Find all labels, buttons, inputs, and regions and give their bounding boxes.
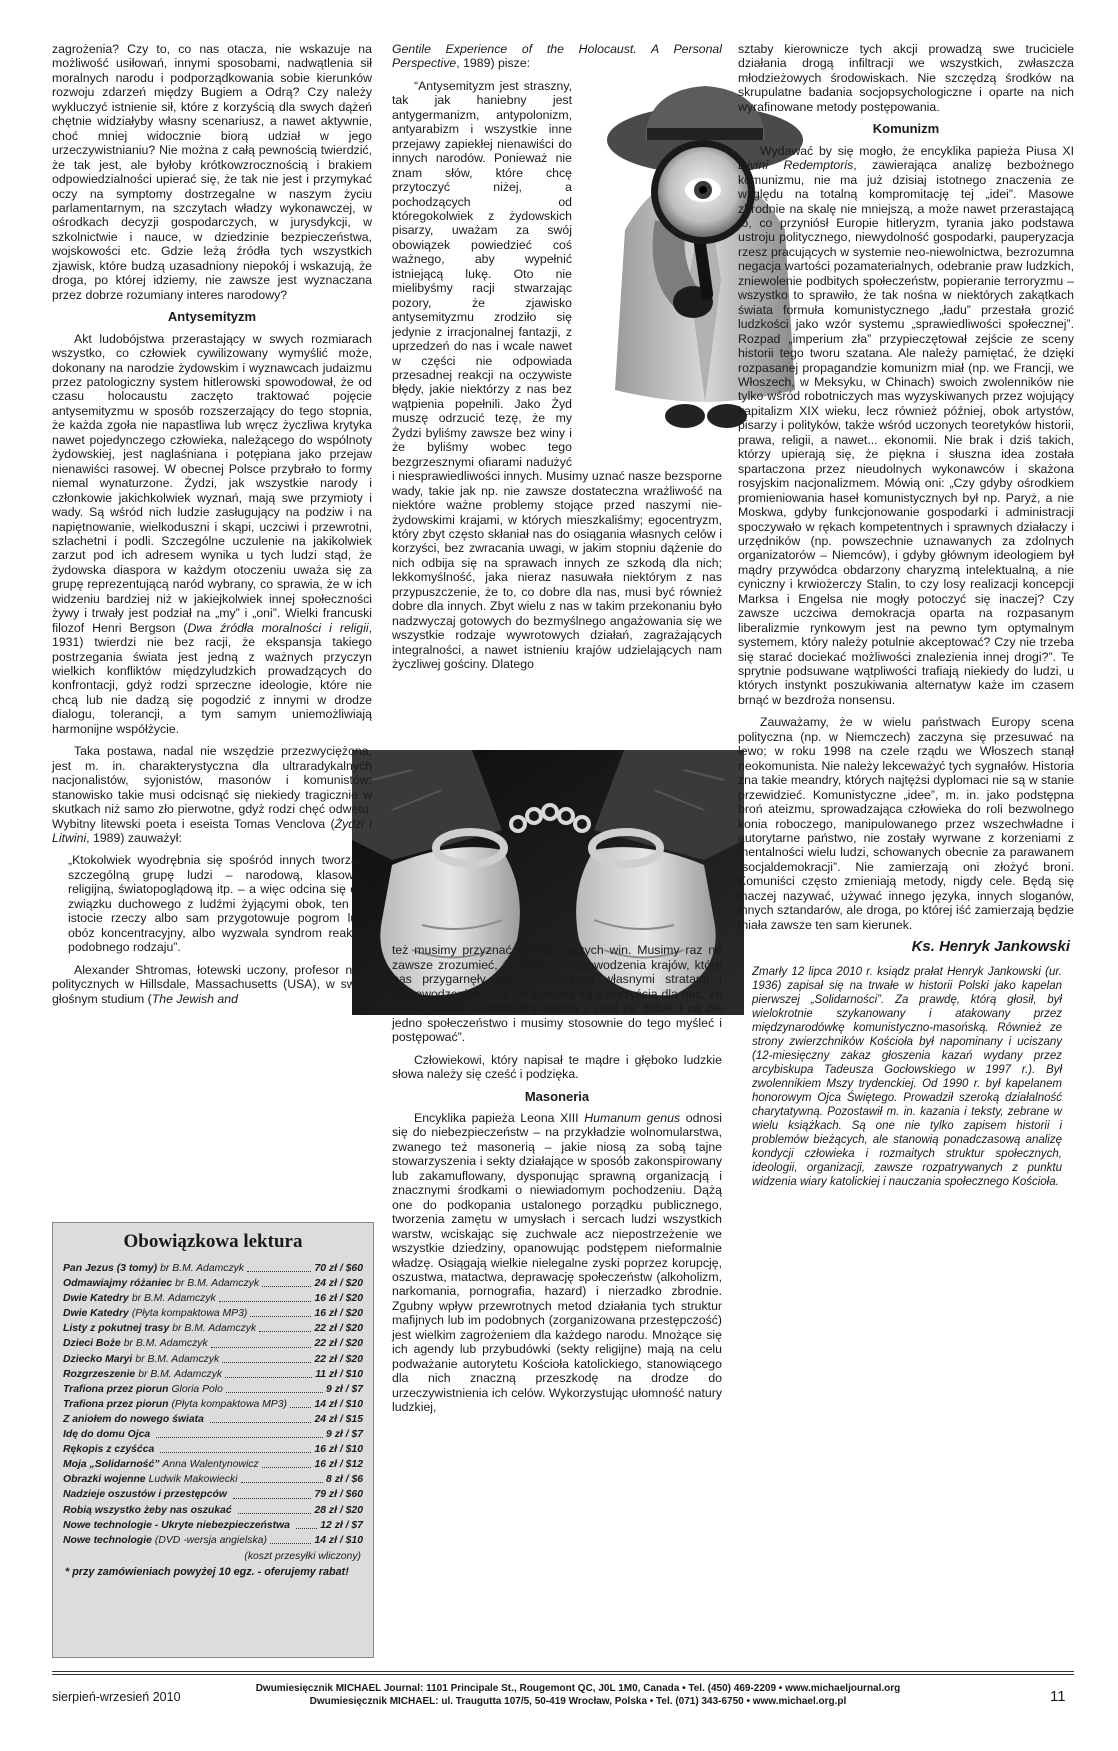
book-title: Z aniołem do nowego świata: [63, 1413, 204, 1425]
paragraph: Wydawać by się mogło, że encyklika papieża Piusa XI Divini Redemptoris, zawierająca analizę bezbożnego komunizmu, nie ma już dzisiaj istotnego znaczenia ze względu na totalną kompromitację tej „idei”. Masowe zbrodnie na skalę nie mniejszą, a może nawet przerastającą to, co przyniósł Europie hitleryzm, tyrania jako podstawa ustroju politycznego, niewydolność gospodarki, pauperyzacja rzesz pracujących w systemie neo-niewolnictwa, bezrozumna negacja wartości pozamaterialnych, odebranie praw ludzkich, zniewolenie podbitych społeczeństw, popieranie terroryzmu – wszystko to sprawiło, że tak nośna w niektórych zakątkach świata formuła komunistycznego „ładu” przestała grozić ludzkości jako wzór systemu „sprawiedliwości społecznej”. Rozpad „imperium zła” przypieczętował zejście ze sceny historii tego tworu szatana. Ale należy pamiętać, że dzięki rozpasanej propagandzie komunizm miał (np. we Francji, we Włoszech, w Meksyku, w Chinach) swoich zwolenników nie tylko wśród robotniczych mas wyzyskiwanych przez wojujący kapitalizm XIX wieku, lecz również później, obok artystów, pisarzy i polityków, także wśród uczonych teoretyków historii, prawa, religii, a nawet... ekonomii. Nie brak i dziś takich, którzy upierają się, że piękna i słuszna idea została spartaczona przez nieudolnych wykonawców i skażona rosyjskim nacjonalizmem. Mówią oni: „Czy gdyby ośrodkiem promieniowania haseł komunistycznych był np. Paryż, a nie Moskwa, gdyby funkcjonowanie gospodarki i administracji spoczywało w rękach kompetentnych i sprawnych działaczy i urzędników (np. powszechnie uznawanych za zdolnych organizatorów – Niemców), i gdyby głównym ideologiem był mądry przywódca obdarzony charyzmą intelektualną, a nie cyniczny i krwiożerczy Stalin, to czy losy realizacji koncepcji Marksa i Engelsa nie mogły potoczyć się inaczej? Czy zawsze uczciwa demokracja oparta na rozpasanym liberalizmie rynkowym jest na pewno tym optymalnym systemem, który należy potulnie akceptować? Czy nie trzeba się starać dociekać możliwości znalezienia innej drogi?”. Te sprytnie podsuwane wątpliwości trafiają niekiedy do ludzi, u których instynkt poszukiwania alternatyw każe im czasem brnąć w bezdroża nonsensu.: [738, 143, 1074, 707]
book-price: 9 zł / $7: [326, 1383, 363, 1395]
book-author: Anna Walentynowicz: [162, 1459, 259, 1471]
book-price: 79 zł / $60: [314, 1489, 363, 1501]
author-bio: Zmarły 12 lipca 2010 r. ksiądz prałat Henryk Jankowski (ur. 1936) zapisał się na trwałe w historii Polski jako kapelan pierwszej „Solidarności”. Za prawdę, którą głosił, był wielokrotnie szykanowany i atakowany przez międzynarodówkę komunistyczno-masońską. Również ze strony zwierzchników Kościoła był napominany i uciszany (12-miesięczny zakaz głoszenia kazań wydany przez arcybiskupa Tadeusza Gocłowskiego w 1997 r.). Był zwolennikiem Mszy trydenckiej. Od 1990 r. był kapelanem honorowym Ojca Świętego. Prowadził szeroką działalność charytatywną. Pozostawił m. in. kazania i teksty, zebrane w wielu książkach. Są one nie tylko zapisem historii i problemów bieżących, ale stanowią ponadczasową analizę kondycji człowieka i rozmaitych struktur społecznych, ideologii, organizacji, zawsze rozpatrywanych z punktu widzenia wiary katolickiej i nauczania społecznego Kościoła.: [752, 965, 1062, 1188]
book-price: 9 zł / $7: [326, 1429, 363, 1441]
book-row: [63, 1518, 363, 1533]
book-row: [63, 1412, 363, 1427]
book-price: 14 zł / $10: [314, 1398, 363, 1410]
book-row: [63, 1472, 363, 1487]
book-title: Listy z pokutnej trasy: [63, 1323, 170, 1335]
book-row: [63, 1382, 363, 1397]
paragraph: sztaby kierownicze tych akcji prowadzą swe truciciele działania drogą infiltracji we wszystkich, zwłaszcza młodzieżowych środowiskach. Nie szczędzą środków na skrupulatne badania socjopsychologiczne i oparte na nich wyrafinowane metody postępowania.: [738, 42, 1074, 114]
book-price: 8 zł / $6: [326, 1474, 363, 1486]
book-row: [63, 1442, 363, 1457]
box-title: Obowiązkowa lektura: [123, 1231, 303, 1252]
paragraph: Gentile Experience of the Holocaust. A Personal Perspective, 1989) pisze:: [392, 42, 722, 71]
dot-leader: [211, 1336, 312, 1347]
book-row: [63, 1533, 363, 1548]
block-quote: „Ktokolwiek wyodrębnia się spośród innych tworząc szczególną grupę ludzi – narodową, klasową, religijną, światopoglądową itp. – a więc odcina się od związku duchowego z ludźmi żyjącymi obok, ten w istocie rzeczy albo sam przygotowuje pogrom lub obóz koncentracyjny, albo wyzwala syndrom reakcji podobnego rodzaju”.: [68, 853, 364, 955]
dot-leader: [219, 1291, 312, 1302]
section-heading-antysemityzm: Antysemityzm: [167, 309, 257, 325]
book-row: [63, 1321, 363, 1336]
paragraph: zagrożenia? Czy to, co nas otacza, nie wskazuje na możliwość usiłowań, innymi sposobami, nadwątlenia sił moralnych narodu i podporządkowania sobie kierunków rozwoju zdarzeń między Bugiem a Odrą? Czy należy wykluczyć istnienie sił, które z korzyścią dla swych dążeń chętnie widziałyby własny scenariusz, a nawet aktywnie, choć mniej widocznie biorą udział w jego urzeczywistnianiu? Nie można z całą pewnością twierdzić, że tak jest, ale byłoby krótkowzrocznością i brakiem odpowiedzialności upierać się, że tak nie jest i przymykać oczy na symptomy dostrzegalne w naszym życiu parlamentarnym, na szczytach władzy wykonawczej, w ośrodkach decyzji gospodarczych, w jurysdykcji, w szkolnictwie i nauce, w dziedzinie bezpieczeństwa, wojskowości etc. Gdzie leżą źródła tych wszystkich zjawisk, które budzą uzasadniony niepokój i wskazują, że droga, po której idziemy, nie zawsze jest wyznaczana przez dobrze rozumiany interes narodowy?: [52, 42, 372, 302]
dot-leader: [233, 1487, 311, 1498]
dot-leader: [262, 1457, 312, 1468]
book-row: [63, 1503, 363, 1518]
publisher-info: [248, 1682, 908, 1708]
paragraph: Człowiekowi, który napisał te mądre i głęboko ludzkie słowa należy się cześć i podzięka.: [392, 1052, 722, 1082]
dot-leader: [241, 1472, 324, 1483]
book-row: [63, 1397, 363, 1412]
book-author: br B.M. Adamczyk: [135, 1353, 220, 1365]
dot-leader: [270, 1533, 312, 1544]
book-title: Odmawiajmy różaniec: [63, 1278, 173, 1290]
book-author: Ludwik Makowiecki: [148, 1474, 238, 1486]
column-3: [738, 42, 1074, 1189]
dot-leader: [262, 1276, 311, 1287]
book-price: 22 zł / $20: [314, 1353, 363, 1365]
book-row: [63, 1427, 363, 1442]
dot-leader: [250, 1306, 311, 1317]
book-price: 11 zł / $10: [315, 1368, 363, 1380]
paragraph: Alexander Shtromas, łotewski uczony, profesor nauk politycznych w Hillsdale, Massachusetts (USA), w swym głośnym studium (The Jewish and: [52, 962, 372, 1006]
book-author: (Płyta kompaktowa MP3): [131, 1308, 248, 1320]
dot-leader: [259, 1321, 311, 1332]
footer-rule: [52, 1671, 1074, 1672]
book-author: Gloria Polo: [171, 1383, 223, 1395]
book-author: (DVD -wersja angielska): [154, 1534, 267, 1546]
dot-leader: [226, 1382, 323, 1393]
book-price: 24 zł / $20: [314, 1278, 363, 1290]
dot-leader: [156, 1427, 323, 1438]
dot-leader: [247, 1261, 311, 1272]
book-author: br B.M. Adamczyk: [175, 1278, 260, 1290]
dot-leader: [225, 1367, 312, 1378]
book-row: [63, 1276, 363, 1291]
book-title: Trafiona przez piorun: [63, 1398, 169, 1410]
book-row: [63, 1487, 363, 1502]
book-price: 12 zł / $7: [320, 1519, 363, 1531]
book-title: Trafiona przez piorun: [63, 1383, 169, 1395]
shipping-note: (koszt przesyłki wliczony): [244, 1550, 361, 1562]
book-price: 16 zł / $12: [314, 1459, 363, 1471]
dot-leader: [160, 1442, 311, 1453]
image-space: [392, 671, 722, 943]
paragraph: Encyklika papieża Leona XIII Humanum genus odnosi się do niebezpieczeństw – na przykładzie wolnomularstwa, zwanego też masonerią – jakie niosą za sobą tajne stowarzyszenia i sekty działające w sposób zakonspirowany lub zakamuflowany, dysponując sprawną organizacją i znacznymi środkami o niewiadomym pochodzeniu. Dążą one do podkopania ustalonego porządku publicznego, tworzenia zamętu w umysłach i sercach ludzi wszystkich warstw, wciskając się zuchwale acz niepostrzeżenie we wszystkie dziedziny, opanowując podstępem nieformalnie władzę. Osiągają wielkie nielegalne zyski poprzez korupcję, oszustwa, matactwa, deprawację społeczeństw (alkoholizm, narkomania, pornografia, hazard) i nierzadko zbrodnie. Zgubny wpływ przewrotnych metod działania tych struktur mafijnych lub im podobnych (zorganizowana przestępczość) jest wielkim zagrożeniem dla każdego narodu. Mnożące się ich agendy lub przybudówki (sekty religijne) mają na celu podważanie autorytetu Kościoła katolickiego, stanowiącego dla nich znaczną przeszkodę na drodze do urzeczywistnienia ich celów. Wykorzystując ułomność natury ludzkiej,: [392, 1111, 722, 1415]
book-row: [63, 1367, 363, 1382]
paragraph: też musimy przyznać się do naszych win. Musimy raz na zawsze zrozumieć, że straty i niepowodzenia krajów, które nas przygarnęły, są też naszymi własnymi stratami i niepowodzeniami, że ich sukcesy są z korzyścią dla nas, że z woli historii kształtujemy razem z nimi na dobre i na złe jedno społeczeństwo i musimy stosownie do tego myśleć i postępować”.: [392, 943, 722, 1045]
book-title: Nadzieje oszustów i przestępców: [63, 1489, 227, 1501]
book-row: [63, 1457, 363, 1472]
book-price: 28 zł / $20: [314, 1504, 363, 1516]
footer-rule: [52, 1674, 1074, 1675]
paragraph: Akt ludobójstwa przerastający w swych rozmiarach wszystko, co człowiek cywilizowany wymyślić może, dokonany na narodzie żydowskim i wyznawcach judaizmu przez patologiczny system hitlerowski spowodował, że od czasu holocaustu zaczęto traktować pojęcie antysemityzmu w sposób rozszerzający do tego stopnia, że każda zgoła nie napastliwa lub wręcz życzliwa krytyka nawet pojedynczego człowieka, należącego do wspólnoty żydowskiej, jest naglaśniana i potępiana jako przejaw nienawiści rasowej. W obecnej Polsce przybrało to formy niemal wynaturzone. Żydzi, jak wszystkie narody i członkowie jakichkolwiek wyznań, mają swe przymioty i wady. Są wśród nich ludzie zasługujący na podziw i na napiętnowanie, wielkoduszni i skąpi, uczciwi i przewrotni, szlachetni i podli. Szczególne uczulenie na jakikolwiek zarzut pod ich adresem wynika u tych ludzi stąd, że żydowska diaspora w każdym otoczeniu uważa się za grupę reprezentującą naród wybrany, co sprawia, że w ich widzeniu bardziej niż w jakiejkolwiek innej społeczności żywy i trwały jest podział na „my” i „oni”. Wielki francuski filozof Henri Bergson (Dwa źródła moralności i religii, 1931) twierdzi nie bez racji, że ekspansja takiego postrzegania świata jest jedną z ważnych przyczyn wielkich konfliktów międzyludzkich prowadzących do konfrontacji, gdyż rodzi sprzeczne ideologie, które nie chcą lub nie dadzą się pogodzić z innymi w drodze dialogu, tolerancji, a tym samym uniemożliwiają harmonijne współżycie.: [52, 331, 372, 736]
column-1: [52, 42, 372, 1014]
book-title: Pan Jezus (3 tomy): [63, 1263, 158, 1274]
publisher-line-poland: Dwumiesięcznik MICHAEL: ul. Traugutta 107/5, 50-419 Wrocław, Polska • Tel. (071) 343-6750 • www.michael.org.pl: [309, 1696, 847, 1707]
dot-leader: [222, 1352, 311, 1363]
book-author: br B.M. Adamczyk: [123, 1338, 208, 1350]
section-heading-komunizm: Komunizm: [872, 121, 940, 137]
book-title: Obrazki wojenne: [63, 1474, 146, 1486]
book-title: Rozgrzeszenie: [63, 1368, 136, 1380]
book-row: [63, 1352, 363, 1367]
issue-date: sierpień-wrzesień 2010: [52, 1690, 181, 1704]
recommended-reading-box: [52, 1222, 374, 1658]
dot-leader: [210, 1412, 312, 1423]
book-title: Dwie Katedry: [63, 1308, 129, 1320]
book-price: 22 zł / $20: [314, 1323, 363, 1335]
paragraph: Taka postawa, nadal nie wszędzie przezwyciężona, jest m. in. charakterystyczna dla ultraradykalnych nacjonalistów, syjonistów, masonów i komunistów; stanowisko takie musi odcisnąć się niekiedy tragicznie w skutkach niż samo zło pierwotne, gdyż rodzi chęć odwetu. Wybitny litewski poeta i eseista Tomas Venclova (Żydzi i Litwini, 1989) zauważył:: [52, 744, 372, 846]
book-row: [63, 1336, 363, 1351]
publisher-line-canada: Dwumiesięcznik MICHAEL Journal: 1101 Principale St., Rougemont QC, J0L 1M0, Canada • Tel. (450) 469-2209 • www.michaeljournal.org: [255, 1683, 901, 1694]
book-list: [53, 1261, 373, 1548]
book-price: 16 zł / $20: [314, 1308, 363, 1320]
book-price: 14 zł / $10: [314, 1534, 363, 1546]
author-signature: Ks. Henryk Jankowski: [911, 938, 1070, 956]
paragraph: Zauważamy, że w wielu państwach Europy scena polityczna (np. w Niemczech) zaczyna się przesuwać na lewo; w roku 1998 na czele rządu we Włoszech stanął neokomunista. Nie należy lekceważyć tych sygnałów. Historia zna takie meandry, których najtężsi dyplomaci nie są w stanie przewidzieć. Komunistyczne „idee”, m. in. jako podstępna broń ateizmu, sprowadzająca człowieka do roli bezwolnego konia roboczego, manipulowanego przez wszechwładne i autorytarne państwo, nie zostały wyrwane z korzeniami z mentalności wielu ludzi, schowanych obecnie za parawanem „socjaldemokracji”. Nie zamierzają oni złożyć broni. Komuniści często zmieniają metody, nigdy cele. Będą się inaczej nazywać, używać innego języka, innych sloganów, innych sztandarów, ale droga, po której iść zamierzają będzie miała zawsze ten sam kierunek.: [738, 715, 1074, 932]
book-price: 16 zł / $10: [314, 1444, 363, 1456]
dot-leader: [296, 1518, 317, 1529]
book-row: [63, 1306, 363, 1321]
book-author: br B.M. Adamczyk: [172, 1323, 257, 1335]
book-author: br B.M. Adamczyk: [138, 1368, 223, 1380]
book-title: Dwie Katedry: [63, 1293, 129, 1305]
book-title: Rękopis z czyśćca: [63, 1444, 155, 1456]
book-author: br B.M. Adamczyk: [160, 1263, 245, 1274]
book-title: Nowe technologie - Ukryte niebezpieczeństwa: [63, 1519, 290, 1531]
book-row: [63, 1261, 363, 1276]
book-title: Moja „Solidarność”: [63, 1459, 160, 1471]
book-author: br B.M. Adamczyk: [131, 1293, 216, 1305]
book-price: 22 zł / $20: [314, 1338, 363, 1350]
book-title: Dziecko Maryi: [63, 1353, 133, 1365]
book-row: [63, 1291, 363, 1306]
dot-leader: [238, 1503, 312, 1514]
book-price: 24 zł / $15: [314, 1413, 363, 1425]
book-title: Robią wszystko żeby nas oszukać: [63, 1504, 232, 1516]
quoted-paragraph: “Antysemityzm jest straszny, tak jak haniebny jest antygermanizm, antypolonizm, antyarabizm i wszystkie inne przejawy zapiekłej nienawiści do innych narodów. Ponieważ nie znam słów, które chcę przytoczyć niżej, a pochodzących od któregokolwiek z żydowskich pisarzy, uważam za swój obowiązek powiedzieć coś ważnego, aby wypełnić istniejącą lukę. Oto nie mielibyśmy racji stwarzając pozory, że zjawisko antysemityzmu zrodziło się jedynie z irracjonalnej fantazji, z uprzedzeń do nas i wcale nawet w części nie odpowiada przesadnej reakcji na oczywiste błędy, jakie niektórzy z nas bez wątpienia popełnili. Jako Żyd muszę odrzucić tezę, że my Żydzi byliśmy zawsze bez winy i że byliśmy wobec tego bezgrzesznymi ofiarami nadużyć i niesprawiedliwości innych. Musimy uznać nasze bezsporne wady, takie jak np. nie zawsze dostateczna wrażliwość na niektóre ważne problemy stojące przed naszymi nie-żydowskimi krajami, w których mieszkaliśmy; egocentryzm, który zbyt często skłaniał nas do osiągania własnych celów i korzyści, bez zwracania uwagi, w jakim stopniu dążenie do nich odbija się na sprawach innych ze szkodą dla nich; lekkomyślność, jaka nieraz nasuwała niektórym z nas przypuszczenie, że to, co dobre dla nas, musi być również dobre dla innych. Zbyt wielu z nas w takim przekonaniu było nadzwyczaj gotowych do bezmyślnego angażowania się we wszystkie rodzaje wywrotowych działań, zagrażających integralności, a nawet istnieniu krajów udzielających nam życzliwej gościny. Dlatego: [392, 78, 722, 672]
book-title: Nowe technologie: [63, 1534, 152, 1546]
dot-leader: [290, 1397, 312, 1408]
column-2: [392, 42, 722, 1423]
book-price: 16 zł / $20: [314, 1293, 363, 1305]
image-wrap-space: [572, 79, 722, 469]
section-heading-masoneria: Masoneria: [524, 1088, 590, 1104]
book-author: (Płyta kompaktowa MP3): [171, 1398, 287, 1410]
discount-note: * przy zamówieniach powyżej 10 egz. - oferujemy rabat!: [65, 1565, 349, 1578]
book-title: Idę do domu Ojca: [63, 1429, 151, 1441]
book-price: 70 zł / $60: [314, 1263, 363, 1274]
book-title: Dzieci Boże: [63, 1338, 121, 1350]
page-number: 11: [1050, 1688, 1066, 1705]
